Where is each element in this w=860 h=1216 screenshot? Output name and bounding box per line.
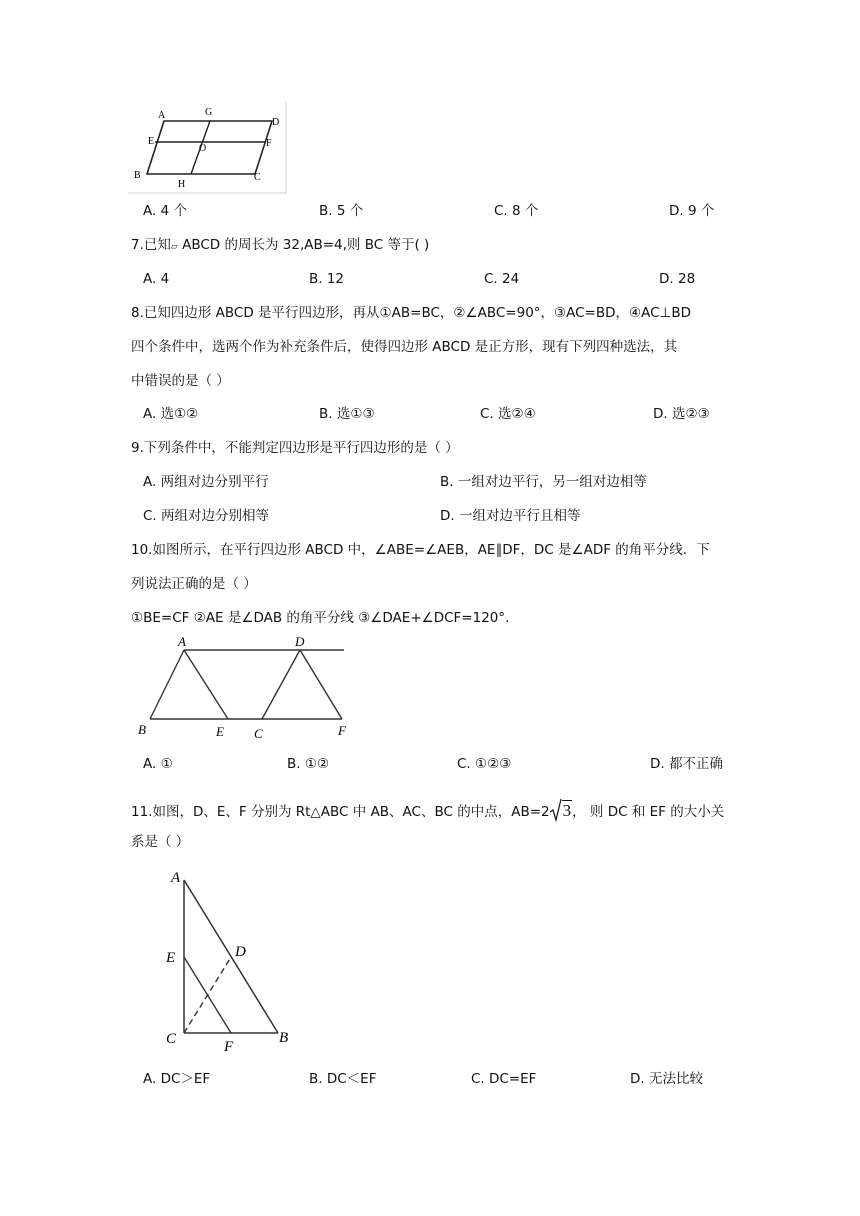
q10-stem-line-3: ①BE=CF ②AE 是∠DAB 的角平分线 ③∠DAE+∠DCF=120°.: [131, 610, 510, 626]
q6-option-d[interactable]: D. 9 个: [669, 203, 715, 219]
q8-option-c[interactable]: C. 选②④: [480, 406, 536, 422]
q10-stem-line-2: 列说法正确的是（ ）: [131, 576, 257, 592]
q10-label-A: A: [178, 634, 186, 649]
q6-option-c[interactable]: C. 8 个: [494, 203, 539, 219]
q11-stem-line-2: 系是（ ）: [131, 834, 190, 850]
q9-option-d[interactable]: D. 一组对边平行且相等: [440, 508, 581, 524]
q8-stem-line-3: 中错误的是（ ）: [131, 373, 230, 389]
q7-option-a[interactable]: A. 4: [143, 271, 170, 287]
q10-option-c[interactable]: C. ①②③: [457, 756, 512, 772]
q10-option-a[interactable]: A. ①: [143, 756, 173, 772]
q10-label-B: B: [138, 722, 146, 737]
q8-option-b[interactable]: B. 选①③: [319, 406, 375, 422]
q8-option-a[interactable]: A. 选①②: [143, 406, 199, 422]
q6-label-F: F: [266, 138, 272, 149]
q9-stem: 9.下列条件中，不能判定四边形是平行四边形的是（ ）: [131, 440, 459, 456]
q11-option-d[interactable]: D. 无法比较: [630, 1071, 703, 1087]
q10-label-E: E: [216, 724, 224, 739]
q10-label-C: C: [254, 726, 263, 741]
q7-stem-suffix: ABCD 的周长为 32,AB=4,则 BC 等于( ): [177, 237, 430, 253]
q11-option-c[interactable]: C. DC=EF: [471, 1071, 537, 1087]
sqrt-symbol: [550, 798, 573, 822]
q6-label-H: H: [178, 179, 186, 190]
q10-stem-line-1: 10.如图所示，在平行四边形 ABCD 中，∠ABE=∠AEB，AE∥DF，DC 是∠ADF 的角平分线．下: [131, 542, 710, 558]
q11-label-C: C: [166, 1031, 177, 1047]
q10-figure: [132, 632, 354, 744]
q7-option-c[interactable]: C. 24: [484, 271, 520, 287]
q11-triangle-figure: [160, 860, 300, 1055]
q6-label-D: D: [272, 117, 280, 128]
q6-parallelogram-figure: [128, 102, 288, 194]
q7-stem: [131, 236, 429, 256]
q10-option-d[interactable]: D. 都不正确: [650, 756, 723, 772]
q6-option-a[interactable]: A. 4 个: [143, 203, 187, 219]
q6-label-O: O: [199, 143, 207, 154]
q6-option-b[interactable]: B. 5 个: [319, 203, 364, 219]
q11-label-F: F: [224, 1039, 234, 1055]
q9-option-b[interactable]: B. 一组对边平行，另一组对边相等: [440, 474, 647, 490]
q8-stem-line-2: 四个条件中，选两个作为补充条件后，使得四边形 ABCD 是正方形，现有下列四种选法，其: [131, 339, 678, 355]
q9-option-a[interactable]: A. 两组对边分别平行: [143, 474, 269, 490]
q7-option-d[interactable]: D. 28: [659, 271, 696, 287]
q11-option-b[interactable]: B. DC＜EF: [309, 1071, 377, 1087]
q9-option-c[interactable]: C. 两组对边分别相等: [143, 508, 270, 524]
q6-label-G: G: [205, 107, 213, 118]
q11-label-B: B: [279, 1030, 289, 1046]
radical-sign-icon: [550, 798, 562, 822]
q8-option-d[interactable]: D. 选②③: [653, 406, 710, 422]
q11-stem-line-1: [131, 798, 724, 822]
q11-stem-suffix: ， 则 DC 和 EF 的大小关: [572, 804, 725, 820]
q10-label-F: F: [338, 723, 346, 738]
q6-label-E: E: [148, 136, 155, 147]
q11-option-a[interactable]: A. DC＞EF: [143, 1071, 211, 1087]
q6-label-A: A: [158, 110, 166, 121]
q7-option-b[interactable]: B. 12: [309, 271, 345, 287]
q11-label-D: D: [235, 944, 246, 960]
q11-stem-prefix: 11.如图，D、E、F 分别为 Rt△ABC 中 AB、AC、BC 的中点，AB=2: [131, 804, 550, 820]
q10-label-D: D: [295, 634, 305, 649]
q6-label-B: B: [134, 170, 141, 181]
q11-radicand: 3: [562, 801, 572, 820]
q11-label-E: E: [166, 950, 176, 966]
q10-option-b[interactable]: B. ①②: [287, 756, 330, 772]
q8-stem-line-1: 8.已知四边形 ABCD 是平行四边形，再从①AB=BC，②∠ABC=90°，③AC=BD，④AC⊥BD: [131, 305, 691, 321]
q6-label-C: C: [254, 172, 261, 183]
q7-stem-prefix: 7.已知: [131, 237, 171, 253]
q11-label-A: A: [171, 870, 181, 886]
parallelogram-symbol-icon: ▱: [170, 242, 178, 252]
